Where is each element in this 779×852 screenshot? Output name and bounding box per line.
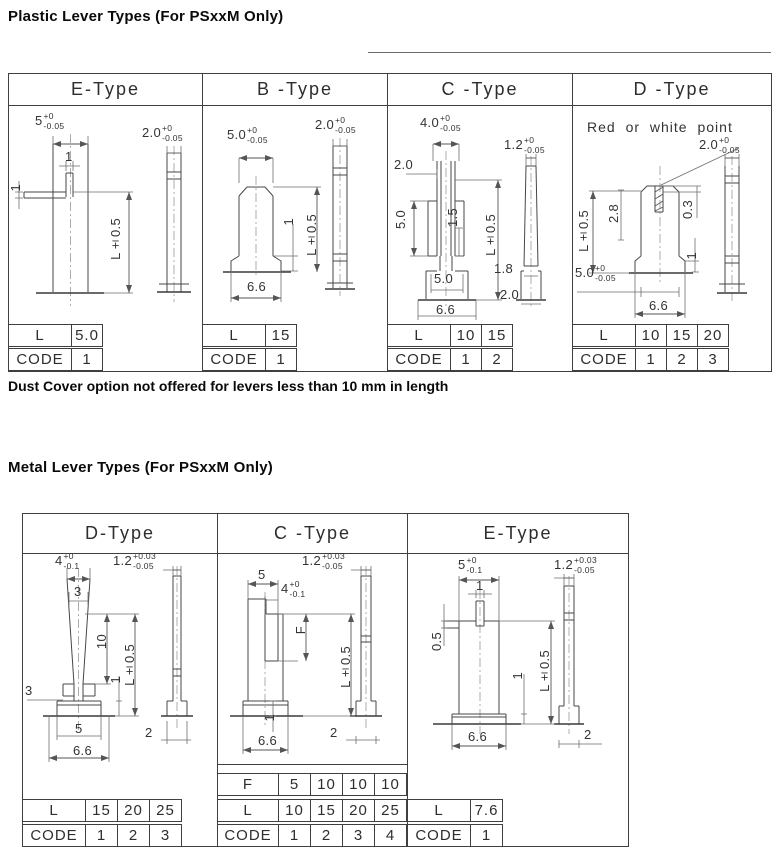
- l-value: 15: [667, 324, 698, 347]
- drawing-area-metal-c: [218, 551, 407, 764]
- dim-step: 1: [262, 714, 277, 722]
- dim-length: L±0.5: [483, 214, 498, 256]
- column-metal-c-type: [218, 514, 408, 846]
- dim-slot-width: 4 +0 -0.1: [281, 579, 306, 599]
- type-header: D -Type: [573, 74, 771, 106]
- l-table: [407, 799, 503, 822]
- code-value: 3: [343, 824, 375, 847]
- code-table: [407, 824, 503, 847]
- dim-side-base: 2: [584, 727, 592, 742]
- dim-top-width: 4 +0 -0.1: [55, 551, 80, 571]
- dim-base-inner: 5: [75, 721, 83, 736]
- code-row-label: CODE: [8, 348, 72, 371]
- lever-drawing-metal-e: [408, 554, 628, 764]
- dim-side-width: 2.0 +0 -0.05: [699, 135, 740, 155]
- code-value: 2: [118, 824, 150, 847]
- dim-step: 1: [684, 252, 699, 260]
- dim-taper-length: 10: [94, 634, 109, 650]
- dim-side-width: 2.0 +0 -0.05: [142, 123, 183, 143]
- lever-drawing-metal-c: [218, 551, 408, 764]
- code-table: [387, 348, 513, 371]
- code-row-label: CODE: [407, 824, 471, 847]
- code-value: 1: [471, 824, 503, 847]
- code-table: [217, 824, 407, 847]
- l-table: [8, 324, 103, 347]
- l-row-label: L: [387, 324, 451, 347]
- dim-side-base: 2: [145, 725, 153, 740]
- dim-length: L±0.5: [576, 210, 591, 252]
- l-value: 15: [266, 324, 297, 347]
- f-row-label: F: [217, 773, 279, 796]
- dim-front-width: 5.0 +0 -0.05: [227, 125, 268, 145]
- l-table: [217, 799, 407, 822]
- l-value: 15: [311, 799, 343, 822]
- dim-arm-thickness: 1: [8, 184, 23, 192]
- f-value: 5: [279, 773, 311, 796]
- code-value: 2: [482, 348, 513, 371]
- l-value: 10: [451, 324, 482, 347]
- dim-sleeve-length: 5.0: [393, 210, 408, 229]
- l-value: 15: [482, 324, 513, 347]
- l-value: 25: [150, 799, 182, 822]
- dim-side-base: 2.0: [500, 287, 519, 302]
- l-value: 10: [279, 799, 311, 822]
- l-row-label: L: [217, 799, 279, 822]
- code-table: [22, 824, 182, 847]
- l-value: 25: [375, 799, 407, 822]
- dim-side-base: 2: [330, 725, 338, 740]
- dim-arm-thickness: 0.5: [429, 632, 444, 651]
- l-row-label: L: [202, 324, 266, 347]
- code-value: 1: [451, 348, 482, 371]
- dim-length: L±0.5: [338, 646, 353, 688]
- dim-base-width: 6.6: [73, 743, 92, 758]
- l-table: [572, 324, 729, 347]
- f-table: [217, 773, 407, 796]
- l-table: [202, 324, 297, 347]
- code-row-label: CODE: [572, 348, 636, 371]
- plastic-lever-heading: Plastic Lever Types (For PSxxM Only): [8, 8, 284, 25]
- dim-notch: F: [293, 626, 308, 635]
- f-value: 10: [343, 773, 375, 796]
- column-plastic-b-type: [203, 74, 388, 371]
- dim-tab-width: 1: [476, 578, 484, 593]
- metal-lever-table: [22, 513, 629, 847]
- dim-side-width: 1.2 +0.03 -0.05: [113, 551, 156, 571]
- dim-base-width: 6.6: [247, 279, 266, 294]
- dim-top-width: 5 +0 -0.1: [458, 555, 483, 575]
- dim-wing: 3: [25, 683, 33, 698]
- dim-side-width: 1.2 +0 -0.05: [504, 135, 545, 155]
- dim-side-tip: 1.8: [494, 261, 513, 276]
- drawing-area-plastic-e: [9, 106, 202, 324]
- l-value: 15: [86, 799, 118, 822]
- code-row-label: CODE: [202, 348, 266, 371]
- dim-rod-width: 2.0: [394, 157, 413, 172]
- dim-top-width: 5 +0 -0.05: [35, 111, 65, 131]
- type-header: E-Type: [9, 74, 202, 106]
- f-value: 10: [311, 773, 343, 796]
- metal-lever-heading: Metal Lever Types (For PSxxM Only): [8, 459, 273, 476]
- drawing-area-plastic-b: [203, 106, 387, 324]
- dim-front-width: 5.0 +0 -0.05: [575, 263, 616, 283]
- code-value: 1: [86, 824, 118, 847]
- column-plastic-d-type: [573, 74, 771, 371]
- l-value: 20: [118, 799, 150, 822]
- dim-inner: 1.5: [445, 208, 460, 227]
- drawing-area-plastic-c: [388, 106, 572, 324]
- code-value: 1: [266, 348, 297, 371]
- column-metal-e-type: [408, 514, 628, 846]
- plastic-lever-table: [8, 73, 772, 372]
- column-plastic-c-type: [388, 74, 573, 371]
- dim-top-width: 4.0 +0 -0.05: [420, 113, 461, 133]
- dim-tip-width: 3: [74, 584, 82, 599]
- dim-point-length: 2.8: [606, 204, 621, 223]
- column-metal-d-type: [23, 514, 218, 846]
- drawing-area-metal-e: [408, 554, 628, 764]
- lever-drawing-metal-d: [23, 551, 218, 764]
- dim-length: L±0.5: [122, 644, 137, 686]
- type-header: E-Type: [408, 514, 628, 554]
- code-table: [572, 348, 729, 371]
- dim-length: L±0.5: [108, 218, 123, 260]
- dim-point-depth: 0.3: [680, 200, 695, 219]
- l-row-label: L: [22, 799, 86, 822]
- type-header: B -Type: [203, 74, 387, 106]
- type-header: D-Type: [23, 514, 217, 554]
- divider-line: [368, 52, 771, 53]
- dim-step: 1: [108, 676, 123, 684]
- f-value: 10: [375, 773, 407, 796]
- dim-base-inner: 5.0: [434, 271, 453, 286]
- l-row-label: L: [572, 324, 636, 347]
- dim-side-width: 2.0 +0 -0.05: [315, 115, 356, 135]
- dim-side-width: 1.2 +0.03 -0.05: [554, 555, 597, 575]
- drawing-area-plastic-d: [573, 106, 771, 324]
- drawing-area-metal-d: [23, 551, 217, 764]
- code-value: 3: [150, 824, 182, 847]
- code-value: 1: [72, 348, 103, 371]
- dim-length: L±0.5: [537, 650, 552, 692]
- code-row-label: CODE: [22, 824, 86, 847]
- code-value: 1: [279, 824, 311, 847]
- dim-side-width: 1.2 +0.03 -0.05: [302, 551, 345, 571]
- type-header: C -Type: [218, 514, 407, 554]
- dim-tab-width: 1: [65, 149, 73, 164]
- dim-base-width: 6.6: [649, 298, 668, 313]
- type-header: C -Type: [388, 74, 572, 106]
- l-row-label: L: [8, 324, 72, 347]
- lever-drawing-plastic-c: [388, 106, 573, 324]
- dim-step: 1: [510, 672, 525, 680]
- red-white-point-callout: Red or white point: [587, 119, 733, 135]
- code-value: 3: [698, 348, 729, 371]
- dim-top-width: 5: [258, 567, 266, 582]
- dim-base-width: 6.6: [436, 302, 455, 317]
- l-table: [22, 799, 182, 822]
- code-row-label: CODE: [387, 348, 451, 371]
- code-row-label: CODE: [217, 824, 279, 847]
- code-value: 1: [636, 348, 667, 371]
- code-value: 4: [375, 824, 407, 847]
- dust-cover-note: Dust Cover option not offered for levers less than 10 mm in length: [8, 378, 449, 394]
- l-table: [387, 324, 513, 347]
- l-value: 10: [636, 324, 667, 347]
- l-value: 20: [343, 799, 375, 822]
- code-value: 2: [667, 348, 698, 371]
- lever-drawing-plastic-d: [573, 106, 771, 324]
- column-plastic-e-type: [9, 74, 203, 371]
- code-table: [8, 348, 103, 371]
- l-row-label: L: [407, 799, 471, 822]
- dim-base-width: 6.6: [468, 729, 487, 744]
- code-table: [202, 348, 297, 371]
- l-value: 20: [698, 324, 729, 347]
- l-value: 5.0: [72, 324, 103, 347]
- dim-length: L±0.5: [304, 214, 319, 256]
- l-value: 7.6: [471, 799, 503, 822]
- dim-step: 1: [281, 218, 296, 226]
- code-value: 2: [311, 824, 343, 847]
- mini-table-separator: [217, 764, 408, 765]
- dim-base-width: 6.6: [258, 733, 277, 748]
